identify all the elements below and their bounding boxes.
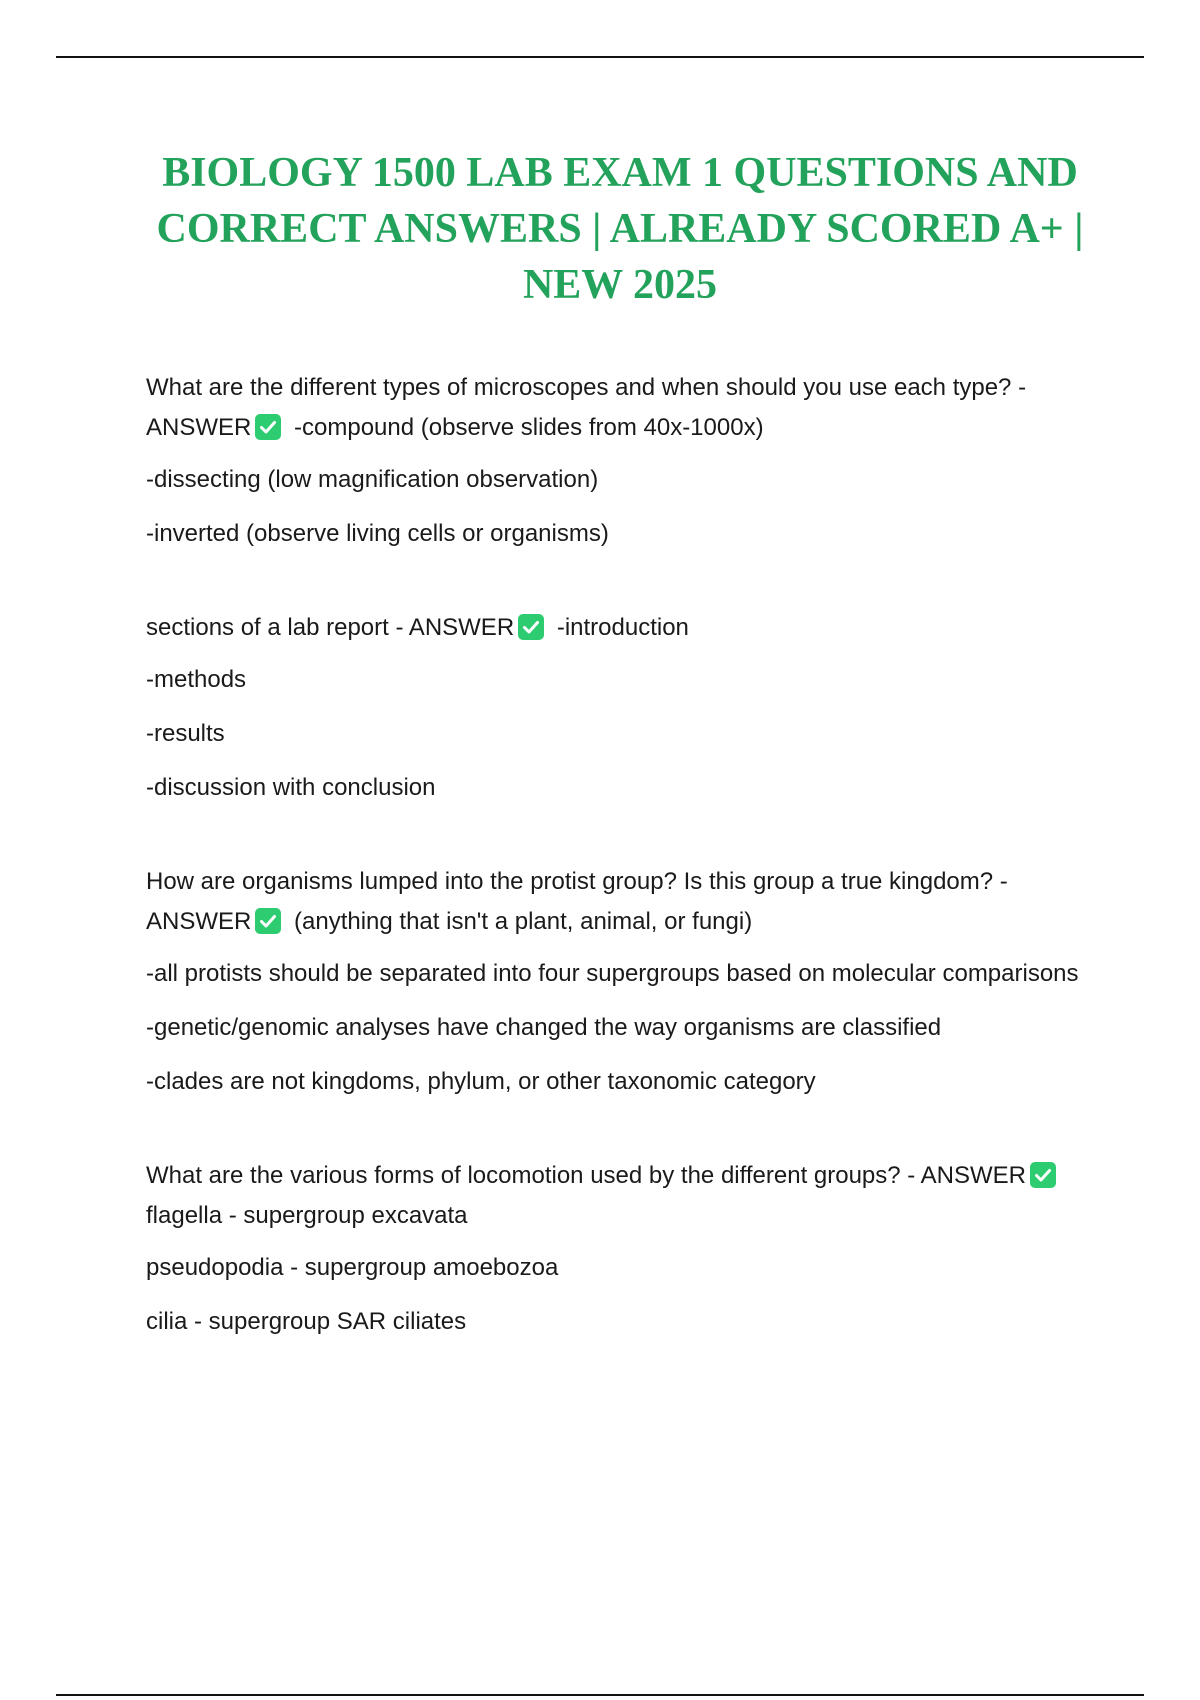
qa-item xyxy=(146,862,1086,1102)
qa-item xyxy=(146,368,1086,554)
answer-text: -introduction xyxy=(556,614,689,641)
answer-line: -methods xyxy=(146,666,247,693)
check-box-icon xyxy=(255,908,281,934)
qa-list xyxy=(146,368,1086,1396)
answer-line: -dissecting (low magnification observation) xyxy=(146,466,599,493)
answer-line: -clades are not kingdoms, phylum, or other taxonomic category xyxy=(146,1068,816,1095)
question-line xyxy=(146,1156,1086,1236)
answer-text: (anything that isn't a plant, animal, or fungi) xyxy=(294,908,753,935)
question-line xyxy=(146,608,1086,648)
question-text: sections of a lab report - ANSWER xyxy=(146,614,515,641)
question-text: What are the various forms of locomotion used by the different groups? - ANSWER xyxy=(146,1162,1026,1189)
answer-line: -discussion with conclusion xyxy=(146,774,436,801)
answer-text: -compound (observe slides from 40x-1000x) xyxy=(294,414,764,441)
answer-line: -all protists should be separated into four supergroups based on molecular comparisons xyxy=(146,960,1079,987)
qa-item xyxy=(146,608,1086,808)
qa-item xyxy=(146,1156,1086,1342)
check-box-icon xyxy=(255,414,281,440)
answer-line: -results xyxy=(146,720,225,747)
question-line xyxy=(146,862,1086,942)
question-text: What are the different types of microscopes and when should you use each type? - ANSWER xyxy=(146,374,1027,441)
answer-line: pseudopodia - supergroup amoebozoa xyxy=(146,1254,559,1281)
answer-line: -genetic/genomic analyses have changed the way organisms are classified xyxy=(146,1014,942,1041)
check-box-icon xyxy=(1030,1162,1056,1188)
answer-text: flagella - supergroup excavata xyxy=(146,1202,468,1229)
bottom-rule xyxy=(56,1694,1144,1696)
answer-line: cilia - supergroup SAR ciliates xyxy=(146,1308,467,1335)
question-text: How are organisms lumped into the protist group? Is this group a true kingdom? - ANSWER xyxy=(146,868,1008,935)
question-line xyxy=(146,368,1086,448)
answer-line: -inverted (observe living cells or organisms) xyxy=(146,520,609,547)
top-rule xyxy=(56,56,1144,58)
document-title: BIOLOGY 1500 LAB EXAM 1 QUESTIONS AND CORRECT ANSWERS | ALREADY SCORED A+ | NEW 2025 xyxy=(156,150,1084,308)
check-box-icon xyxy=(518,614,544,640)
